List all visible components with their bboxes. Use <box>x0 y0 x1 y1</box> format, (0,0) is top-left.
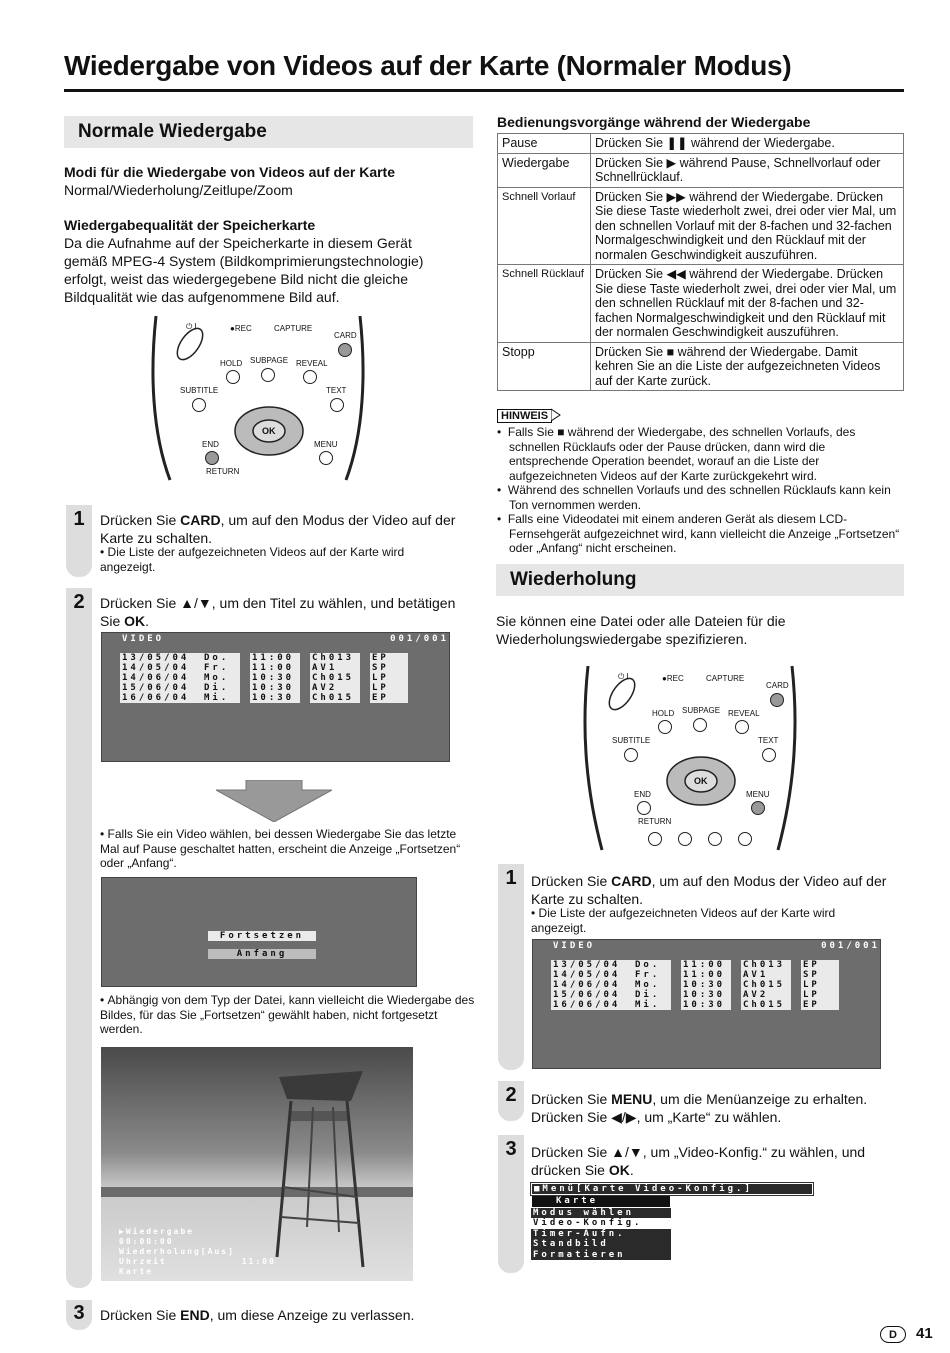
video-time[interactable]: 10:30 <box>681 980 731 990</box>
video-channel[interactable]: Ch015 <box>310 673 360 683</box>
video-mode[interactable]: LP <box>801 980 839 990</box>
hold-label: HOLD <box>220 359 243 368</box>
page-number: 41 <box>916 1325 933 1342</box>
video-day[interactable]: Mo. <box>202 673 240 683</box>
ops-key: Schnell Vorlauf <box>498 187 591 265</box>
text-button[interactable] <box>330 398 344 412</box>
quality-heading: Wiedergabequalität der Speicherkarte <box>64 217 316 233</box>
quality-text: Da die Aufnahme auf der Speicherkarte in diesem Gerät gemäß MPEG-4 System (Bildkomprimierungstechnologie) erfolgt, weist das wiedergegebene Bild nicht die gleiche Bildqualität wie das aufgenommene Bild auf. <box>64 235 424 305</box>
menu-label: MENU <box>746 790 770 799</box>
rec-label: ●REC <box>662 674 684 683</box>
menu-item[interactable]: Standbild <box>533 1239 609 1249</box>
step-rail <box>498 864 524 1070</box>
bullet-type: • Abhängig von dem Typ der Datei, kann vielleicht die Wiedergabe des Bildes, für das Sie „Fortsetzen“ gewählt haben, nicht fortgesetzt werden. <box>100 993 475 1036</box>
video-channel[interactable]: AV2 <box>741 990 791 1000</box>
video-header-right: 001/001 <box>821 941 880 951</box>
bullet-icon: • <box>497 512 508 526</box>
section-wiederholung: Wiederholung <box>496 564 904 596</box>
subpage-button[interactable] <box>261 368 275 382</box>
video-day[interactable]: Mi. <box>202 693 240 703</box>
subtitle-button[interactable] <box>192 398 206 412</box>
video-channel[interactable]: Ch013 <box>741 960 791 970</box>
menu-button[interactable] <box>319 451 333 465</box>
r-step3-text: Drücken Sie ▲/▼, um „Video-Konfig.“ zu wählen, und drücken Sie OK. <box>531 1144 866 1178</box>
ops-table <box>497 133 904 391</box>
modes-text: Normal/Wiederholung/Zeitlupe/Zoom <box>64 182 293 198</box>
video-mode[interactable]: SP <box>370 663 408 673</box>
video-date[interactable]: 16/06/04 <box>551 1000 633 1010</box>
resume-screen <box>101 877 417 987</box>
menu-header: ■Menü[Karte Video-Konfig.] <box>531 1183 813 1195</box>
rec-label: ●REC <box>230 324 252 333</box>
step-number: 3 <box>505 1138 517 1160</box>
video-mode[interactable]: EP <box>801 1000 839 1010</box>
video-date[interactable]: 14/06/04 <box>551 980 633 990</box>
ops-desc: Drücken Sie ▶ während Pause, Schnellvorlauf oder Schnellrücklauf. <box>591 153 904 187</box>
ops-desc: Drücken Sie ▶▶ während der Wiedergabe. Drücken Sie diese Taste wiederholt zwei, drei oder vier Mal, um den schnellen Vorlauf mit der 8-fachen und 32-fachen Normalgeschwindigkeit und den Rücklauf mit der normalen Geschwindigkeit auszuführen. <box>591 187 904 265</box>
osd-line: Karte <box>119 1267 154 1276</box>
note-item <box>497 425 902 483</box>
video-channel[interactable]: Ch013 <box>310 653 360 663</box>
bullet-pause: • Falls Sie ein Video wählen, bei dessen Wiedergabe Sie das letzte Mal auf Pause geschaltet hatten, erscheint die Anzeige „Fortsetzen“ oder „Anfang“. <box>100 827 461 870</box>
video-time[interactable]: 10:30 <box>681 990 731 1000</box>
r-step1-bullet: • Die Liste der aufgezeichneten Videos auf der Karte wird angezeigt. <box>531 906 836 935</box>
text-label: TEXT <box>326 386 347 395</box>
step-number: 1 <box>73 508 85 530</box>
step-rail <box>66 588 92 1288</box>
ops-row <box>498 134 904 154</box>
video-header-left: VIDEO <box>122 634 165 644</box>
r-step1-text: Drücken Sie CARD, um auf den Modus der Video auf der Karte zu schalten. <box>531 873 887 907</box>
menu-items <box>531 1195 671 1260</box>
ops-row <box>498 153 904 187</box>
video-mode[interactable]: EP <box>370 653 408 663</box>
step-number: 2 <box>505 1084 517 1106</box>
note-text: Falls eine Videodatei mit einem anderen Gerät als diesem LCD-Fernsehgerät aufgezeichnet wird, kann vielleicht die Anzeige „Fortsetzen“ oder „Anfang“ nicht erscheinen. <box>507 512 900 555</box>
step-number: 1 <box>505 867 517 889</box>
osd-line: Wiederholung[Aus] <box>119 1247 235 1256</box>
video-time[interactable]: 10:30 <box>250 683 300 693</box>
ops-key: Schnell Rücklauf <box>498 265 591 343</box>
ops-row <box>498 342 904 391</box>
video-date[interactable]: 14/05/04 <box>120 663 202 673</box>
video-time[interactable]: 10:30 <box>250 693 300 703</box>
note-label: HINWEIS <box>497 406 561 424</box>
capture-label: CAPTURE <box>274 324 313 333</box>
video-day[interactable]: Fr. <box>202 663 240 673</box>
return-label: RETURN <box>206 467 240 476</box>
title-rule <box>64 89 904 92</box>
osd-panel <box>119 1227 276 1277</box>
color-button[interactable] <box>648 832 662 846</box>
video-header-left: VIDEO <box>553 941 596 951</box>
video-date[interactable]: 13/05/04 <box>120 653 202 663</box>
subtitle-label: SUBTITLE <box>612 736 651 745</box>
power-label: ⏻ I <box>618 672 629 681</box>
video-day[interactable]: Mi. <box>633 1000 671 1010</box>
video-channel[interactable]: Ch015 <box>310 693 360 703</box>
hold-label: HOLD <box>652 709 675 718</box>
menu-item[interactable]: Video-Konfig. <box>531 1218 671 1229</box>
video-date[interactable]: 14/06/04 <box>120 673 202 683</box>
video-list-screen <box>532 939 881 1069</box>
subpage-label: SUBPAGE <box>250 356 289 365</box>
resume-option-anfang[interactable]: Anfang <box>208 949 316 959</box>
video-date[interactable]: 15/06/04 <box>551 990 633 1000</box>
video-mode[interactable]: LP <box>801 990 839 1000</box>
text-button[interactable] <box>762 748 776 762</box>
subtitle-label: SUBTITLE <box>180 386 219 395</box>
video-list-screen <box>101 632 450 762</box>
video-mode[interactable]: LP <box>370 683 408 693</box>
end-button[interactable] <box>205 451 219 465</box>
osd-line: Uhrzeit 11:00 <box>119 1257 276 1266</box>
video-channel[interactable]: Ch015 <box>741 980 791 990</box>
bullet-icon: • <box>497 483 508 497</box>
end-button[interactable] <box>637 801 651 815</box>
hold-button[interactable] <box>226 370 240 384</box>
subtitle-button[interactable] <box>624 748 638 762</box>
remote-illustration <box>148 312 368 482</box>
card-button[interactable] <box>338 343 352 357</box>
note-item <box>497 512 902 556</box>
note-item <box>497 483 902 512</box>
ops-key: Pause <box>498 134 591 154</box>
video-channel[interactable]: AV2 <box>310 683 360 693</box>
section-normale-wiedergabe: Normale Wiedergabe <box>64 116 473 148</box>
ok-button[interactable]: OK <box>694 776 708 786</box>
step-number: 2 <box>73 591 85 613</box>
color-button[interactable] <box>678 832 692 846</box>
reveal-label: REVEAL <box>296 359 328 368</box>
card-label: CARD <box>766 681 789 690</box>
video-time[interactable]: 11:00 <box>681 970 731 980</box>
video-time[interactable]: 11:00 <box>250 653 300 663</box>
resume-option-fortsetzen[interactable]: Fortsetzen <box>208 931 316 941</box>
ops-desc: Drücken Sie ◀◀ während der Wiedergabe. Drücken Sie diese Taste wiederholt zwei, drei oder vier Mal, um den schnellen Rücklauf mit der 8-fachen und 32-fachen Normalgeschwindigkeit und den Rücklauf mit der normalen Geschwindigkeit auszuführen. <box>591 265 904 343</box>
video-time[interactable]: 11:00 <box>250 663 300 673</box>
step1-bullet: • Die Liste der aufgezeichneten Videos auf der Karte wird angezeigt. <box>100 545 405 574</box>
page-title: Wiedergabe von Videos auf der Karte (Normaler Modus) <box>64 50 792 81</box>
video-date[interactable]: 15/06/04 <box>120 683 202 693</box>
step2-text: Drücken Sie ▲/▼, um den Titel zu wählen, und betätigen Sie OK. <box>100 595 456 629</box>
language-badge: D <box>880 1326 906 1343</box>
video-day[interactable]: Di. <box>202 683 240 693</box>
note-arrow-icon <box>551 408 561 422</box>
subpage-button[interactable] <box>693 718 707 732</box>
menu-label: MENU <box>314 440 338 449</box>
video-mode[interactable]: SP <box>801 970 839 980</box>
ops-row <box>498 187 904 265</box>
color-button[interactable] <box>708 832 722 846</box>
video-mode[interactable]: EP <box>370 693 408 703</box>
ops-heading: Bedienungsvorgänge während der Wiedergabe <box>497 114 811 130</box>
menu-item[interactable]: Karte <box>531 1195 671 1208</box>
ops-desc: Drücken Sie ■ während der Wiedergabe. Damit kehren Sie an die Liste der aufgezeichneten Videos auf der Karte zurück. <box>591 342 904 391</box>
video-date[interactable]: 14/05/04 <box>551 970 633 980</box>
ok-button[interactable]: OK <box>262 426 276 436</box>
remote-illustration <box>580 662 800 852</box>
ops-key: Stopp <box>498 342 591 391</box>
menu-item[interactable]: Timer-Aufn. <box>533 1228 626 1239</box>
video-day[interactable]: Di. <box>633 990 671 1000</box>
note-text: Falls Sie ■ während der Wiedergabe, des schnellen Vorlaufs, des schnellen Rücklaufs oder der Pause drücken, dann wird die entsprechende Operation beendet, worauf an die Liste der aufgezeichneten Videos auf der Karte zurückgekehrt wird. <box>507 425 856 483</box>
video-time[interactable]: 11:00 <box>681 960 731 970</box>
power-label: ⏻ I <box>186 322 197 331</box>
down-arrow-icon <box>216 780 332 822</box>
card-button[interactable] <box>770 693 784 707</box>
card-label: CARD <box>334 331 357 340</box>
video-channel[interactable]: Ch015 <box>741 1000 791 1010</box>
video-day[interactable]: Mo. <box>633 980 671 990</box>
modes-heading: Modi für die Wiedergabe von Videos auf der Karte <box>64 164 396 180</box>
ops-key: Wiedergabe <box>498 153 591 187</box>
hold-button[interactable] <box>658 720 672 734</box>
video-date[interactable]: 16/06/04 <box>120 693 202 703</box>
color-button[interactable] <box>738 832 752 846</box>
note-text: Während des schnellen Vorlaufs und des schnellen Rücklaufs kann kein Ton vernommen werden. <box>507 483 891 512</box>
capture-label: CAPTURE <box>706 674 745 683</box>
r-step2-text: Drücken Sie MENU, um die Menüanzeige zu erhalten. Drücken Sie ◀/▶, um „Karte“ zu wählen. <box>531 1091 868 1125</box>
video-mode[interactable]: LP <box>370 673 408 683</box>
step3-text: Drücken Sie END, um diese Anzeige zu verlassen. <box>100 1307 415 1323</box>
wiederholung-intro: Sie können eine Datei oder alle Dateien für die Wiederholungswiedergabe spezifizieren. <box>496 613 786 647</box>
video-day[interactable]: Do. <box>633 960 671 970</box>
video-day[interactable]: Do. <box>202 653 240 663</box>
menu-item[interactable]: Modus wählen <box>533 1207 635 1218</box>
menu-item[interactable]: Formatieren <box>533 1249 626 1260</box>
video-time[interactable]: 10:30 <box>250 673 300 683</box>
ops-desc: Drücken Sie ❚❚ während der Wiedergabe. <box>591 134 904 154</box>
video-channel[interactable]: AV1 <box>741 970 791 980</box>
video-header-right: 001/001 <box>390 634 449 644</box>
beach-photo <box>101 1047 413 1281</box>
reveal-button[interactable] <box>735 720 749 734</box>
bullet-icon: • <box>497 425 508 439</box>
video-time[interactable]: 10:30 <box>681 1000 731 1010</box>
reveal-button[interactable] <box>303 370 317 384</box>
subpage-label: SUBPAGE <box>682 706 721 715</box>
menu-screen <box>531 1183 813 1260</box>
video-mode[interactable]: EP <box>801 960 839 970</box>
video-day[interactable]: Fr. <box>633 970 671 980</box>
text-label: TEXT <box>758 736 779 745</box>
end-label: END <box>634 790 651 799</box>
video-channel[interactable]: AV1 <box>310 663 360 673</box>
reveal-label: REVEAL <box>728 709 760 718</box>
notes-list <box>497 425 902 556</box>
step-number: 3 <box>73 1302 85 1324</box>
return-label: RETURN <box>638 817 672 826</box>
ops-row <box>498 265 904 343</box>
step1-text: Drücken Sie CARD, um auf den Modus der Video auf der Karte zu schalten. <box>100 512 456 546</box>
video-date[interactable]: 13/05/04 <box>551 960 633 970</box>
osd-line: ▶Wiedergabe <box>119 1227 194 1236</box>
menu-button[interactable] <box>751 801 765 815</box>
osd-line: 00:00:00 <box>119 1237 174 1246</box>
end-label: END <box>202 440 219 449</box>
